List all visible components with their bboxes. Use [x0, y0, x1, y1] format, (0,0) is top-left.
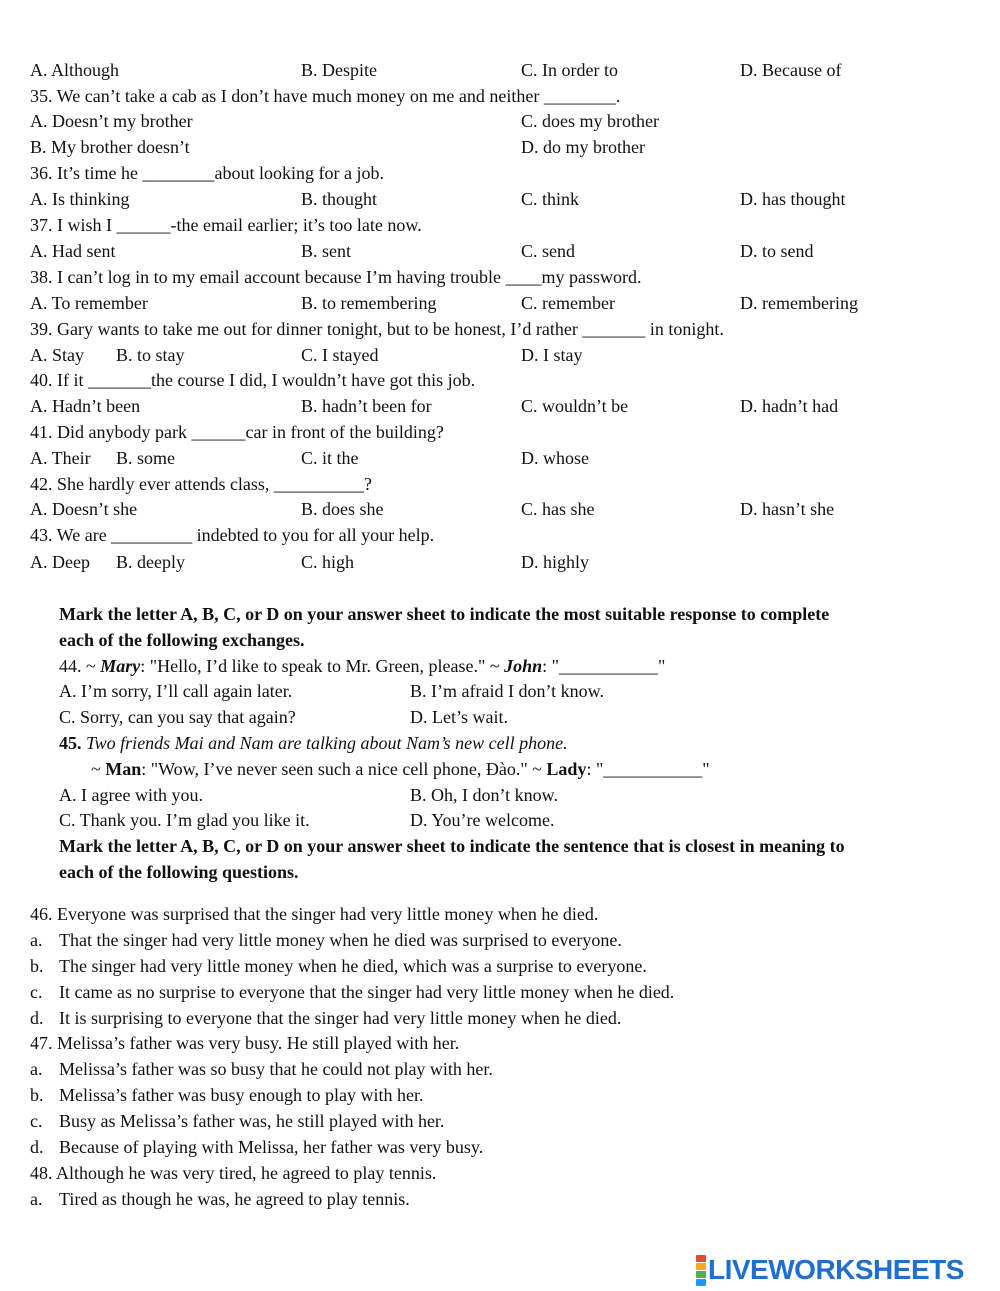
- q45-option-a[interactable]: A. I agree with you.: [59, 785, 203, 805]
- q44-option-a[interactable]: A. I’m sorry, I’ll call again later.: [59, 681, 293, 701]
- q47-option-c-label: c.: [30, 1111, 43, 1131]
- q46-option-d[interactable]: It is surprising to everyone that the singer had very little money when he died.: [59, 1008, 622, 1028]
- q38-option-c[interactable]: C. remember: [521, 293, 615, 313]
- section3-instruction-line1: Mark the letter A, B, C, or D on your answer sheet to indicate the sentence that is closest in meaning to: [59, 836, 845, 856]
- q36-option-d[interactable]: D. has thought: [740, 189, 846, 209]
- q34-option-b[interactable]: B. Despite: [301, 60, 377, 80]
- q44-number: 44. ~: [59, 656, 101, 676]
- q39-option-c[interactable]: C. I stayed: [301, 345, 379, 365]
- q40-option-b[interactable]: B. hadn’t been for: [301, 396, 432, 416]
- q40-option-c[interactable]: C. wouldn’t be: [521, 396, 629, 416]
- q43-option-d[interactable]: D. highly: [521, 552, 590, 572]
- liveworksheets-logo-icon: [696, 1254, 706, 1286]
- logo-block-2: [696, 1263, 706, 1270]
- q42-option-a[interactable]: A. Doesn’t she: [30, 499, 138, 519]
- q39-option-a[interactable]: A. Stay: [30, 345, 84, 365]
- q36-option-b[interactable]: B. thought: [301, 189, 378, 209]
- liveworksheets-logo-text: LIVEWORKSHEETS: [708, 1254, 964, 1285]
- q47-option-a-label: a.: [30, 1059, 43, 1079]
- q39-stem: 39. Gary wants to take me out for dinner tonight, but to be honest, I’d rather _______ in tonight.: [30, 319, 724, 339]
- q47-option-d-label: d.: [30, 1137, 44, 1157]
- q41-option-b[interactable]: B. some: [116, 448, 176, 468]
- q39-option-d[interactable]: D. I stay: [521, 345, 583, 365]
- q47-option-b-label: b.: [30, 1085, 44, 1105]
- q37-stem: 37. I wish I ______-the email earlier; it’s too late now.: [30, 215, 422, 235]
- q41-option-d[interactable]: D. whose: [521, 448, 589, 468]
- q43-option-a[interactable]: A. Deep: [30, 552, 90, 572]
- section2-instruction-line1: Mark the letter A, B, C, or D on your answer sheet to indicate the most suitable response to complete: [59, 604, 830, 624]
- q45-stem: [59, 732, 568, 754]
- q46-option-a[interactable]: That the singer had very little money when he died was surprised to everyone.: [59, 930, 622, 950]
- q40-stem: 40. If it _______the course I did, I wouldn’t have got this job.: [30, 370, 476, 390]
- section2-instruction-line2: each of the following exchanges.: [59, 630, 305, 650]
- q47-option-a[interactable]: Melissa’s father was so busy that he could not play with her.: [59, 1059, 493, 1079]
- q45-option-d[interactable]: D. You’re welcome.: [410, 810, 555, 830]
- q42-option-b[interactable]: B. does she: [301, 499, 384, 519]
- q46-option-a-label: a.: [30, 930, 43, 950]
- q46-option-c-label: c.: [30, 982, 43, 1002]
- q34-option-d[interactable]: D. Because of: [740, 60, 842, 80]
- q45-speaker-man: Man: [105, 759, 142, 779]
- q35-option-b[interactable]: B. My brother doesn’t: [30, 137, 190, 157]
- q46-option-b-label: b.: [30, 956, 44, 976]
- section3-instruction-line2: each of the following questions.: [59, 862, 299, 882]
- q44-option-d[interactable]: D. Let’s wait.: [410, 707, 508, 727]
- q37-option-a[interactable]: A. Had sent: [30, 241, 116, 261]
- q47-option-c[interactable]: Busy as Melissa’s father was, he still played with her.: [59, 1111, 445, 1131]
- q45-pre: ~: [91, 759, 106, 779]
- q45-option-c[interactable]: C. Thank you. I’m glad you like it.: [59, 810, 310, 830]
- q47-stem: 47. Melissa’s father was very busy. He still played with her.: [30, 1033, 460, 1053]
- q44-quote-1: : "Hello, I’d like to speak to Mr. Green, please." ~: [140, 656, 505, 676]
- q45-quote-1: : "Wow, I’ve never seen such a nice cell phone, Đào." ~: [141, 759, 547, 779]
- liveworksheets-logo: [696, 1255, 964, 1285]
- q44-stem: [59, 655, 665, 677]
- q44-option-c[interactable]: C. Sorry, can you say that again?: [59, 707, 296, 727]
- q45-option-b[interactable]: B. Oh, I don’t know.: [410, 785, 558, 805]
- q44-quote-2: : "___________": [542, 656, 666, 676]
- q41-option-a[interactable]: A. Their: [30, 448, 91, 468]
- q45-context: Two friends Mai and Nam are talking about Nam’s new cell phone.: [81, 733, 568, 753]
- q35-stem: 35. We can’t take a cab as I don’t have much money on me and neither ________.: [30, 86, 621, 106]
- q46-option-c[interactable]: It came as no surprise to everyone that the singer had very little money when he died.: [59, 982, 675, 1002]
- q36-option-a[interactable]: A. Is thinking: [30, 189, 130, 209]
- logo-block-3: [696, 1271, 706, 1278]
- q37-option-d[interactable]: D. to send: [740, 241, 814, 261]
- q46-option-d-label: d.: [30, 1008, 44, 1028]
- q41-stem: 41. Did anybody park ______car in front of the building?: [30, 422, 444, 442]
- q43-stem: 43. We are _________ indebted to you for all your help.: [30, 525, 435, 545]
- q47-option-d[interactable]: Because of playing with Melissa, her father was very busy.: [59, 1137, 484, 1157]
- q35-option-c[interactable]: C. does my brother: [521, 111, 659, 131]
- q38-stem: 38. I can’t log in to my email account because I’m having trouble ____my password.: [30, 267, 642, 287]
- q38-option-b[interactable]: B. to remembering: [301, 293, 437, 313]
- logo-block-1: [696, 1255, 706, 1262]
- q46-option-b[interactable]: The singer had very little money when he died, which was a surprise to everyone.: [59, 956, 647, 976]
- q46-stem: 46. Everyone was surprised that the singer had very little money when he died.: [30, 904, 599, 924]
- q42-option-d[interactable]: D. hasn’t she: [740, 499, 835, 519]
- q42-stem: 42. She hardly ever attends class, __________?: [30, 474, 372, 494]
- q40-option-a[interactable]: A. Hadn’t been: [30, 396, 141, 416]
- q36-option-c[interactable]: C. think: [521, 189, 580, 209]
- q44-option-b[interactable]: B. I’m afraid I don’t know.: [410, 681, 604, 701]
- q43-option-c[interactable]: C. high: [301, 552, 355, 572]
- logo-block-4: [696, 1279, 706, 1286]
- q34-option-c[interactable]: C. In order to: [521, 60, 618, 80]
- q47-option-b[interactable]: Melissa’s father was busy enough to play with her.: [59, 1085, 424, 1105]
- q40-option-d[interactable]: D. hadn’t had: [740, 396, 839, 416]
- q45-number: 45.: [59, 733, 82, 753]
- q36-stem: 36. It’s time he ________about looking for a job.: [30, 163, 384, 183]
- q37-option-c[interactable]: C. send: [521, 241, 575, 261]
- q34-option-a[interactable]: A. Although: [30, 60, 120, 80]
- q43-option-b[interactable]: B. deeply: [116, 552, 185, 572]
- q44-speaker-mary: Mary: [100, 656, 141, 676]
- q42-option-c[interactable]: C. has she: [521, 499, 595, 519]
- q45-dialogue: [91, 758, 710, 780]
- q38-option-d[interactable]: D. remembering: [740, 293, 858, 313]
- q48-stem: 48. Although he was very tired, he agreed to play tennis.: [30, 1163, 437, 1183]
- q35-option-d[interactable]: D. do my brother: [521, 137, 645, 157]
- q37-option-b[interactable]: B. sent: [301, 241, 352, 261]
- q35-option-a[interactable]: A. Doesn’t my brother: [30, 111, 193, 131]
- q48-option-a-label: a.: [30, 1189, 43, 1209]
- q41-option-c[interactable]: C. it the: [301, 448, 359, 468]
- q44-speaker-john: John: [504, 656, 543, 676]
- q39-option-b[interactable]: B. to stay: [116, 345, 185, 365]
- q48-option-a[interactable]: Tired as though he was, he agreed to play tennis.: [59, 1189, 410, 1209]
- q45-quote-2: : "___________": [586, 759, 710, 779]
- q45-speaker-lady: Lady: [546, 759, 587, 779]
- q38-option-a[interactable]: A. To remember: [30, 293, 148, 313]
